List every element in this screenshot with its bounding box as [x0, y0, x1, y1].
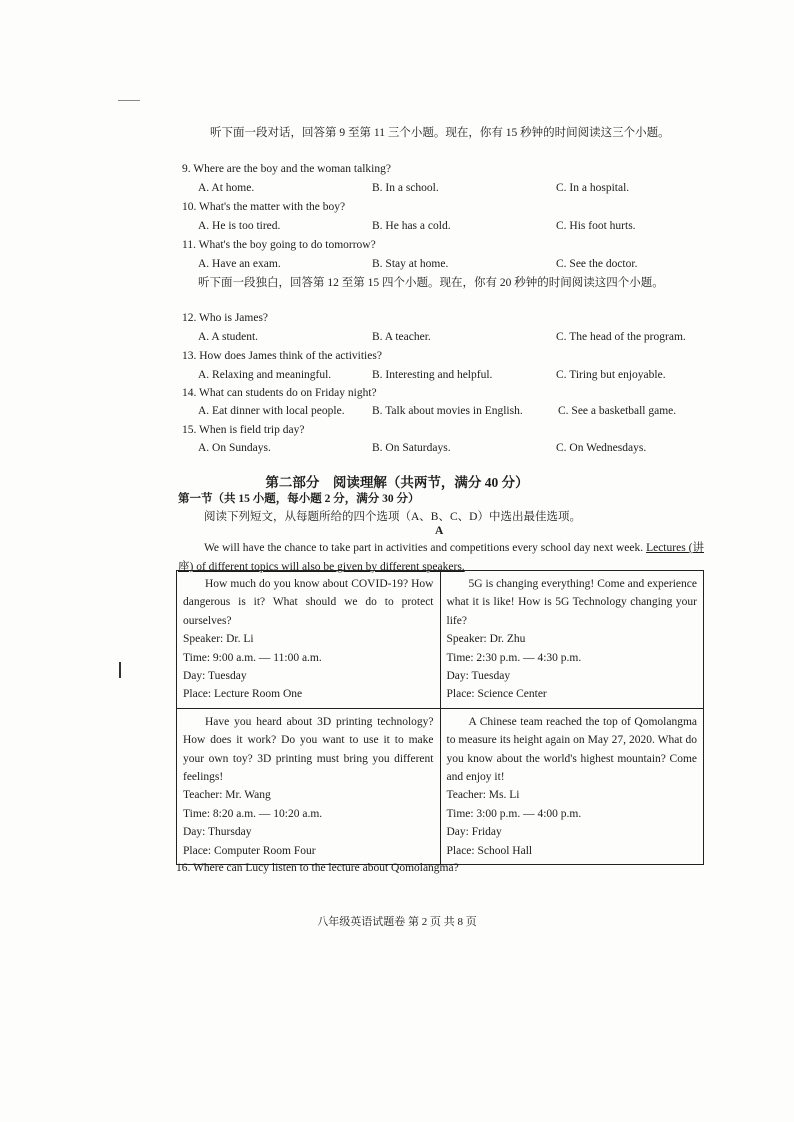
lecture-day: Day: Friday [446, 826, 502, 839]
option-10a: A. He is too tired. [198, 220, 281, 232]
option-14a: A. Eat dinner with local people. [198, 405, 345, 417]
lecture-speaker: Teacher: Mr. Wang [183, 789, 271, 802]
option-12a: A. A student. [198, 331, 259, 343]
option-13b: B. Interesting and helpful. [372, 369, 493, 381]
option-9a: A. At home. [198, 182, 255, 194]
lecture-day: Day: Tuesday [183, 670, 247, 683]
passage-intro-text: We will have the chance to take part in activities and competitions every school day next week. [204, 542, 644, 554]
lecture-description: How much do you know about COVID-19? How dangerous is it? What should we do to protect ourselves? [183, 578, 434, 627]
option-14b: B. Talk about movies in English. [372, 405, 523, 417]
lecture-description: 5G is changing everything! Come and experience what it is like! How is 5G Technology changing your life? [446, 578, 697, 627]
question-16: 16. Where can Lucy listen to the lecture about Qomolangma? [176, 862, 459, 874]
option-15a: A. On Sundays. [198, 442, 271, 454]
option-10b: B. He has a cold. [372, 220, 451, 232]
option-13c: C. Tiring but enjoyable. [556, 369, 666, 381]
option-15b: B. On Saturdays. [372, 442, 451, 454]
option-12c: C. The head of the program. [556, 331, 686, 343]
lecture-place: Place: Lecture Room One [183, 688, 303, 701]
reading-instruction: 阅读下列短文，从每题所给的四个选项（A、B、C、D）中选出最佳选项。 [204, 511, 581, 523]
lecture-time: Time: 8:20 a.m. — 10:20 a.m. [183, 807, 323, 820]
margin-mark [119, 662, 121, 678]
lecture-place: Place: School Hall [446, 844, 533, 857]
option-11b: B. Stay at home. [372, 258, 449, 270]
option-11a: A. Have an exam. [198, 258, 281, 270]
lecture-cell-covid [177, 571, 441, 709]
option-14c: C. See a basketball game. [558, 405, 677, 417]
lecture-speaker: Speaker: Dr. Zhu [446, 633, 526, 646]
reading-part-title: 第二部分 阅读理解（共两节，满分 40 分） [265, 475, 529, 490]
lecture-place: Place: Science Center [446, 688, 547, 701]
question-14: 14. What can students do on Friday night? [182, 387, 377, 399]
lecture-cell-qomolangma [440, 708, 704, 864]
option-15c: C. On Wednesdays. [556, 442, 647, 454]
passage-intro-underlined: Lectures (讲座) of different topics will also be given by different speakers. [178, 542, 704, 573]
question-10: 10. What's the matter with the boy? [182, 201, 346, 213]
lecture-description: A Chinese team reached the top of Qomolangma to measure its height again on May 27, 2020. What do you know about the world's highest mountain? Come and enjoy it! [446, 715, 697, 784]
page-footer: 八年级英语试题卷 第 2 页 共 8 页 [317, 916, 477, 928]
option-11c: C. See the doctor. [556, 258, 638, 270]
lecture-time: Time: 3:00 p.m. — 4:00 p.m. [446, 807, 582, 820]
scan-mark [118, 100, 140, 101]
lecture-cell-3d-printing [177, 708, 441, 864]
question-15: 15. When is field trip day? [182, 424, 305, 436]
option-10c: C. His foot hurts. [556, 220, 636, 232]
option-12b: B. A teacher. [372, 331, 431, 343]
lecture-table [176, 570, 704, 865]
option-9c: C. In a hospital. [556, 182, 630, 194]
reading-section-title: 第一节（共 15 小题，每小题 2 分，满分 30 分） [178, 493, 420, 505]
question-11: 11. What's the boy going to do tomorrow? [182, 239, 376, 251]
passage-label: A [435, 525, 444, 537]
lecture-day: Day: Thursday [183, 826, 252, 839]
listening-intro-2: 听下面一段独白，回答第 12 至第 15 四个小题。现在，你有 20 秒钟的时间阅读这四个小题。 [198, 277, 664, 289]
listening-intro-1: 听下面一段对话，回答第 9 至第 11 三个小题。现在，你有 15 秒钟的时间阅读这三个小题。 [210, 127, 670, 139]
lecture-cell-5g [440, 571, 704, 709]
question-9: 9. Where are the boy and the woman talking? [182, 163, 391, 175]
lecture-time: Time: 2:30 p.m. — 4:30 p.m. [446, 651, 582, 664]
question-12: 12. Who is James? [182, 312, 269, 324]
lecture-place: Place: Computer Room Four [183, 844, 316, 857]
lecture-time: Time: 9:00 a.m. — 11:00 a.m. [183, 651, 322, 664]
lecture-speaker: Speaker: Dr. Li [183, 633, 254, 646]
lecture-speaker: Teacher: Ms. Li [446, 789, 520, 802]
option-13a: A. Relaxing and meaningful. [198, 369, 332, 381]
question-13: 13. How does James think of the activities? [182, 350, 382, 362]
option-9b: B. In a school. [372, 182, 439, 194]
lecture-description: Have you heard about 3D printing technology? How does it work? Do you want to use it to make your own toy? 3D printing must bring you different feelings! [183, 715, 434, 784]
lecture-day: Day: Tuesday [446, 670, 511, 683]
